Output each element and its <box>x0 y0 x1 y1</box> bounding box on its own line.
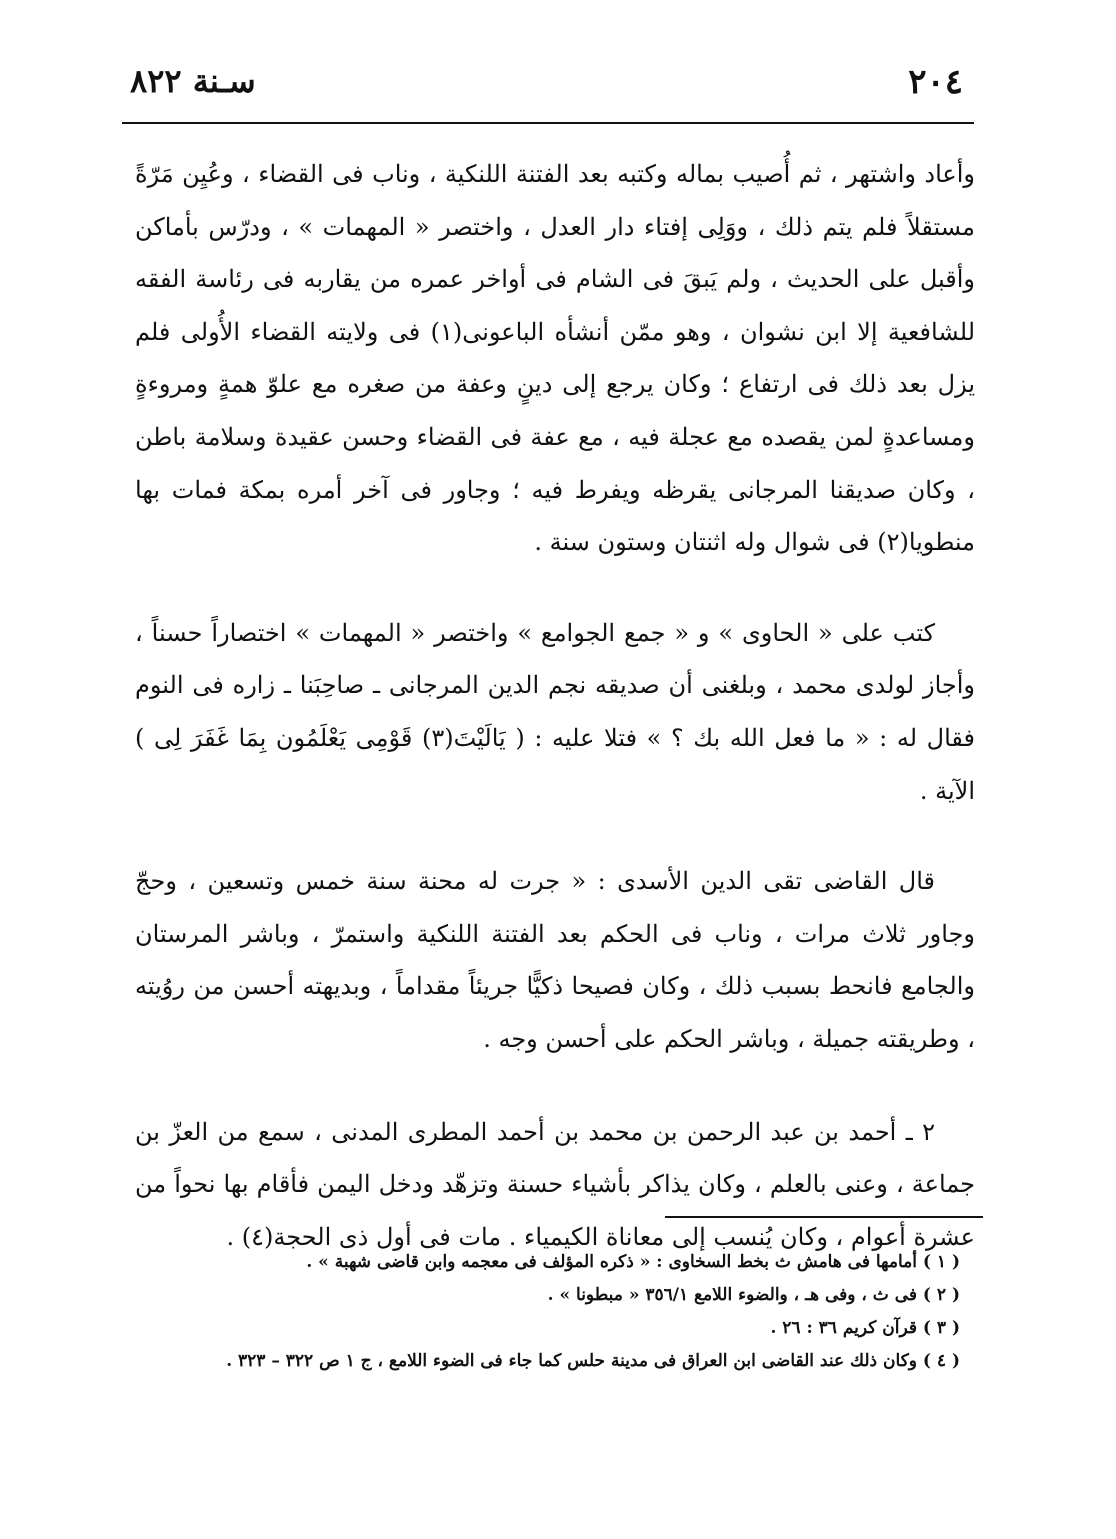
paragraph-1: وأعاد واشتهر ، ثم أُصيب بماله وكتبه بعد الفتنة اللنكية ، وناب فى القضاء ، وعُيِن مَرّةً مستقلاً فلم يتم ذلك ، ووَلِى إفتاء دار العدل ، واختصر « المهمات » ، ودرّس بأماكن وأقبل على الحديث ، ولم يَبقَ فى الشام فى أواخر عمره من يقاربه فى رئاسة الفقه للشافعية إلا ابن نشوان ، وهو ممّن أنشأه الباعونى(١) فى ولايته القضاء الأُولى فلم يزل بعد ذلك فى ارتفاع ؛ وكان يرجع إلى دينٍ وعفة من صغره مع علوّ همةٍ ومروءةٍ ومساعدةٍ لمن يقصده مع عجلة فيه ، مع عفة فى القضاء وحسن عقيدة وسلامة باطن ، وكان صديقنا المرجانى يقرظه ويفرط فيه ؛ وجاور فى آخر أمره بمكة فمات بها منطويا(٢) فى شوال وله اثنتان وستون سنة . <box>135 160 976 557</box>
paragraph-2: كتب على « الحاوى » و « جمع الجوامع » واختصر « المهمات » اختصاراً حسناً ، وأجاز لولدى محمد ، وبلغنى أن صديقه نجم الدين المرجانى ـ صاحِبَنا ـ زاره فى النوم فقال له : « ما فعل الله بك ؟ » فتلا عليه : ( يَالَيْتَ(٣) قَوْمِى يَعْلَمُون بِمَا غَفَرَ لِى ) الآية . <box>135 618 976 805</box>
footnote-2: ( ٢ ) فى ث ، وفى هـ ، والضوء اللامع ٣٥٦/١ « مبطونا » . <box>547 1285 960 1305</box>
footnotes <box>180 1246 960 1378</box>
paragraph-4: ٢ ـ أحمد بن عبد الرحمن بن محمد بن أحمد المطرى المدنى ، سمع من العزّ بن جماعة ، وعنى بالعلم ، وكان يذاكر بأشياء حسنة وتزهّد ودخل اليمن فأقام بها نحواً من عشرة أعوام ، وكان يُنسب إلى معاناة الكيمياء . مات فى أول ذى الحجة(٤) . <box>135 1117 975 1251</box>
footnote-4: ( ٤ ) وكان ذلك عند القاضى ابن العراق فى مدينة حلس كما جاء فى الضوء اللامع ، ج ١ ص ٣٢٢ – ٣٢٣ . <box>226 1351 960 1371</box>
footnote-rule <box>665 1216 983 1218</box>
footnote-3: ( ٣ ) قرآن كريم ٣٦ : ٢٦ . <box>770 1318 960 1338</box>
footnote-1: ( ١ ) أمامها فى هامش ث بخط السخاوى : « ذكره المؤلف فى معجمه وابن قاضى شهبة » . <box>306 1252 960 1272</box>
header-rule <box>122 122 974 124</box>
paragraph-3: قال القاضى تقى الدين الأسدى : « جرت له محنة سنة خمس وتسعين ، وحجّ وجاور ثلاث مرات ، وناب فى الحكم بعد الفتنة اللنكية واستمرّ ، وباشر المرستان والجامع فانحط بسبب ذلك ، وكان فصيحا ذكيًّا جريئاً مقداماً ، وبديهته أحسن من روُيته ، وطريقته جميلة ، وباشر الحكم على أحسن وجه . <box>135 867 975 1053</box>
page-header <box>120 62 975 108</box>
running-head: سـنة ٨٢٢ <box>130 62 256 100</box>
main-text <box>135 148 975 1263</box>
page-number: ٢٠٤ <box>908 62 963 102</box>
